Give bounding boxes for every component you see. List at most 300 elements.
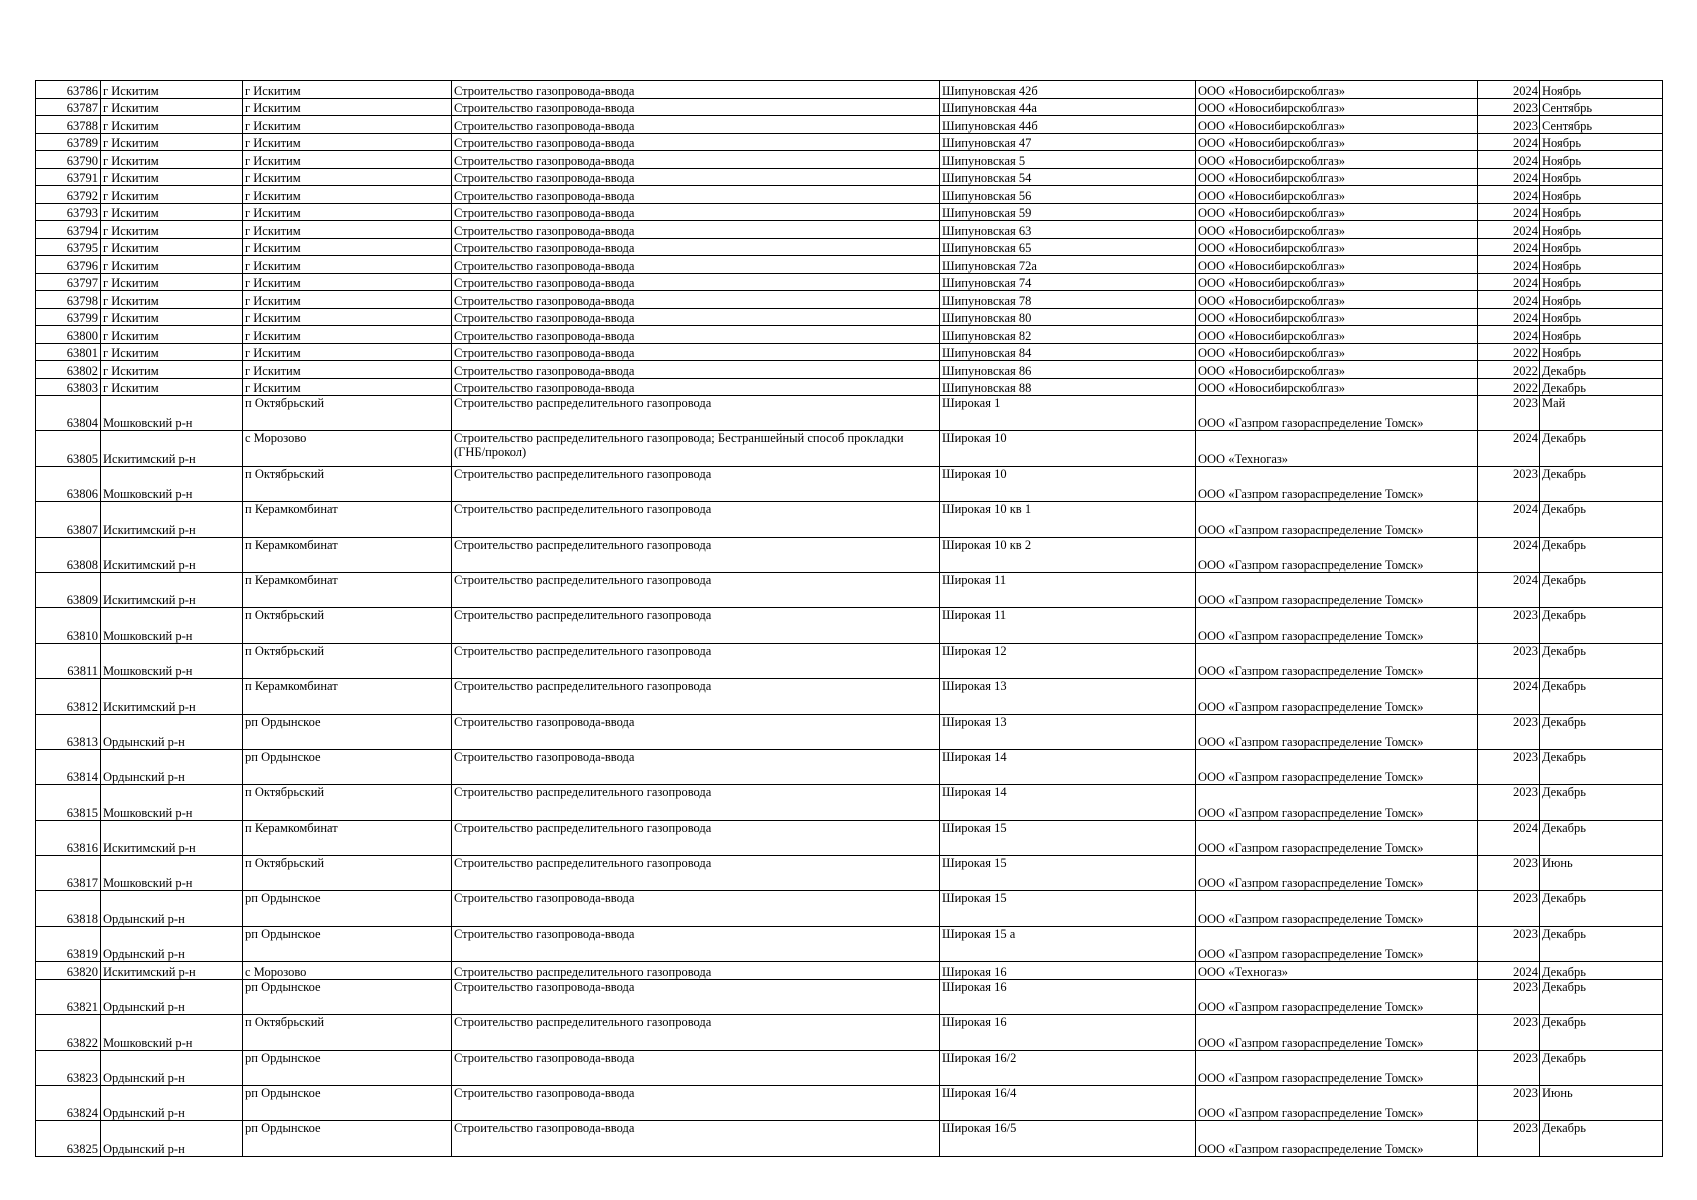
month-cell: Ноябрь <box>1540 203 1663 221</box>
month-cell: Ноябрь <box>1540 308 1663 326</box>
work-type-cell: Строительство газопровода-ввода <box>452 749 940 784</box>
work-type-cell: Строительство газопровода-ввода <box>452 979 940 1014</box>
row-number-cell: 63821 <box>36 979 101 1014</box>
settlement-cell: п Октябрьский <box>243 608 452 643</box>
organization-cell: ООО «Новосибирскоблгаз» <box>1196 291 1478 309</box>
address-cell: Широкая 10 <box>940 431 1196 466</box>
month-cell: Декабрь <box>1540 891 1663 926</box>
work-type-cell: Строительство распределительного газопровода <box>452 466 940 501</box>
settlement-cell: г Искитим <box>243 361 452 379</box>
month-cell: Декабрь <box>1540 572 1663 607</box>
organization-cell: ООО «Газпром газораспределение Томск» <box>1196 714 1478 749</box>
year-cell: 2024 <box>1478 203 1540 221</box>
settlement-cell: г Искитим <box>243 273 452 291</box>
table-row <box>36 466 1663 501</box>
year-cell: 2024 <box>1478 537 1540 572</box>
table-row <box>36 926 1663 961</box>
organization-cell: ООО «Новосибирскоблгаз» <box>1196 238 1478 256</box>
work-type-cell: Строительство газопровода-ввода <box>452 238 940 256</box>
month-cell: Ноябрь <box>1540 343 1663 361</box>
work-type-cell: Строительство распределительного газопровода <box>452 608 940 643</box>
year-cell: 2023 <box>1478 979 1540 1014</box>
address-cell: Широкая 16/2 <box>940 1050 1196 1085</box>
year-cell: 2023 <box>1478 116 1540 134</box>
district-cell: г Искитим <box>101 308 243 326</box>
table-row <box>36 785 1663 820</box>
work-type-cell: Строительство газопровода-ввода <box>452 1050 940 1085</box>
work-type-cell: Строительство газопровода-ввода <box>452 378 940 396</box>
month-cell: Декабрь <box>1540 361 1663 379</box>
year-cell: 2023 <box>1478 643 1540 678</box>
year-cell: 2024 <box>1478 431 1540 466</box>
row-number-cell: 63798 <box>36 291 101 309</box>
district-cell: г Искитим <box>101 256 243 274</box>
district-cell: г Искитим <box>101 116 243 134</box>
month-cell: Декабрь <box>1540 1015 1663 1050</box>
settlement-cell: г Искитим <box>243 256 452 274</box>
table-row <box>36 1121 1663 1156</box>
district-cell: Ордынский р-н <box>101 1050 243 1085</box>
work-type-cell: Строительство распределительного газопровода <box>452 396 940 431</box>
address-cell: Широкая 10 <box>940 466 1196 501</box>
address-cell: Шипуновская 72а <box>940 256 1196 274</box>
settlement-cell: с Морозово <box>243 431 452 466</box>
settlement-cell: п Октябрьский <box>243 643 452 678</box>
year-cell: 2024 <box>1478 820 1540 855</box>
row-number-cell: 63815 <box>36 785 101 820</box>
district-cell: г Искитим <box>101 81 243 99</box>
table-row <box>36 572 1663 607</box>
row-number-cell: 63819 <box>36 926 101 961</box>
year-cell: 2024 <box>1478 291 1540 309</box>
month-cell: Декабрь <box>1540 378 1663 396</box>
work-type-cell: Строительство распределительного газопровода <box>452 679 940 714</box>
settlement-cell: рп Ордынское <box>243 749 452 784</box>
year-cell: 2023 <box>1478 749 1540 784</box>
year-cell: 2024 <box>1478 962 1540 980</box>
month-cell: Декабрь <box>1540 502 1663 537</box>
organization-cell: ООО «Газпром газораспределение Томск» <box>1196 1050 1478 1085</box>
organization-cell: ООО «Новосибирскоблгаз» <box>1196 378 1478 396</box>
table-row <box>36 820 1663 855</box>
organization-cell: ООО «Газпром газораспределение Томск» <box>1196 608 1478 643</box>
organization-cell: ООО «Газпром газораспределение Томск» <box>1196 785 1478 820</box>
month-cell: Декабрь <box>1540 431 1663 466</box>
month-cell: Ноябрь <box>1540 291 1663 309</box>
address-cell: Широкая 11 <box>940 608 1196 643</box>
table-row <box>36 1085 1663 1120</box>
month-cell: Декабрь <box>1540 962 1663 980</box>
settlement-cell: рп Ордынское <box>243 1085 452 1120</box>
row-number-cell: 63816 <box>36 820 101 855</box>
address-cell: Широкая 12 <box>940 643 1196 678</box>
table-row <box>36 308 1663 326</box>
row-number-cell: 63789 <box>36 133 101 151</box>
row-number-cell: 63800 <box>36 326 101 344</box>
district-cell: Мошковский р-н <box>101 785 243 820</box>
table-row <box>36 133 1663 151</box>
table-row <box>36 643 1663 678</box>
work-type-cell: Строительство газопровода-ввода <box>452 308 940 326</box>
table-row <box>36 749 1663 784</box>
row-number-cell: 63813 <box>36 714 101 749</box>
settlement-cell: г Искитим <box>243 81 452 99</box>
table-row <box>36 378 1663 396</box>
row-number-cell: 63822 <box>36 1015 101 1050</box>
district-cell: г Искитим <box>101 186 243 204</box>
row-number-cell: 63820 <box>36 962 101 980</box>
organization-cell: ООО «Газпром газораспределение Томск» <box>1196 502 1478 537</box>
year-cell: 2024 <box>1478 168 1540 186</box>
district-cell: Искитимский р-н <box>101 537 243 572</box>
row-number-cell: 63808 <box>36 537 101 572</box>
year-cell: 2023 <box>1478 926 1540 961</box>
organization-cell: ООО «Новосибирскоблгаз» <box>1196 361 1478 379</box>
year-cell: 2024 <box>1478 186 1540 204</box>
month-cell: Декабрь <box>1540 926 1663 961</box>
organization-cell: ООО «Газпром газораспределение Томск» <box>1196 891 1478 926</box>
address-cell: Шипуновская 86 <box>940 361 1196 379</box>
organization-cell: ООО «Газпром газораспределение Томск» <box>1196 537 1478 572</box>
table-row <box>36 1050 1663 1085</box>
row-number-cell: 63791 <box>36 168 101 186</box>
month-cell: Декабрь <box>1540 979 1663 1014</box>
table-row <box>36 291 1663 309</box>
organization-cell: ООО «Новосибирскоблгаз» <box>1196 186 1478 204</box>
district-cell: Искитимский р-н <box>101 679 243 714</box>
settlement-cell: г Искитим <box>243 203 452 221</box>
district-cell: г Искитим <box>101 168 243 186</box>
row-number-cell: 63790 <box>36 151 101 169</box>
year-cell: 2024 <box>1478 238 1540 256</box>
row-number-cell: 63806 <box>36 466 101 501</box>
table-row <box>36 361 1663 379</box>
year-cell: 2024 <box>1478 273 1540 291</box>
address-cell: Шипуновская 44б <box>940 116 1196 134</box>
row-number-cell: 63818 <box>36 891 101 926</box>
year-cell: 2023 <box>1478 466 1540 501</box>
settlement-cell: г Искитим <box>243 238 452 256</box>
month-cell: Ноябрь <box>1540 273 1663 291</box>
address-cell: Широкая 14 <box>940 749 1196 784</box>
month-cell: Декабрь <box>1540 679 1663 714</box>
organization-cell: ООО «Газпром газораспределение Томск» <box>1196 643 1478 678</box>
table-row <box>36 537 1663 572</box>
district-cell: Мошковский р-н <box>101 608 243 643</box>
organization-cell: ООО «Газпром газораспределение Томск» <box>1196 926 1478 961</box>
settlement-cell: п Октябрьский <box>243 466 452 501</box>
district-cell: Ордынский р-н <box>101 926 243 961</box>
month-cell: Июнь <box>1540 856 1663 891</box>
table-body <box>36 81 1663 1157</box>
organization-cell: ООО «Новосибирскоблгаз» <box>1196 168 1478 186</box>
organization-cell: ООО «Техногаз» <box>1196 431 1478 466</box>
settlement-cell: п Октябрьский <box>243 785 452 820</box>
address-cell: Широкая 13 <box>940 679 1196 714</box>
work-type-cell: Строительство газопровода-ввода <box>452 1121 940 1156</box>
address-cell: Шипуновская 78 <box>940 291 1196 309</box>
work-type-cell: Строительство газопровода-ввода <box>452 343 940 361</box>
address-cell: Широкая 16/5 <box>940 1121 1196 1156</box>
settlement-cell: г Искитим <box>243 308 452 326</box>
address-cell: Шипуновская 5 <box>940 151 1196 169</box>
year-cell: 2023 <box>1478 1050 1540 1085</box>
row-number-cell: 63786 <box>36 81 101 99</box>
month-cell: Ноябрь <box>1540 221 1663 239</box>
row-number-cell: 63807 <box>36 502 101 537</box>
settlement-cell: п Керамкомбинат <box>243 502 452 537</box>
table-row <box>36 186 1663 204</box>
work-type-cell: Строительство газопровода-ввода <box>452 1085 940 1120</box>
month-cell: Декабрь <box>1540 820 1663 855</box>
settlement-cell: рп Ордынское <box>243 714 452 749</box>
settlement-cell: п Керамкомбинат <box>243 820 452 855</box>
month-cell: Сентябрь <box>1540 98 1663 116</box>
month-cell: Декабрь <box>1540 714 1663 749</box>
table-row <box>36 168 1663 186</box>
month-cell: Ноябрь <box>1540 133 1663 151</box>
table-row <box>36 608 1663 643</box>
address-cell: Широкая 16 <box>940 979 1196 1014</box>
address-cell: Широкая 14 <box>940 785 1196 820</box>
work-type-cell: Строительство распределительного газопровода; Бестраншейный способ прокладки (ГНБ/прокол) <box>452 431 940 466</box>
address-cell: Шипуновская 59 <box>940 203 1196 221</box>
year-cell: 2022 <box>1478 343 1540 361</box>
year-cell: 2024 <box>1478 308 1540 326</box>
organization-cell: ООО «Газпром газораспределение Томск» <box>1196 572 1478 607</box>
table-row <box>36 273 1663 291</box>
month-cell: Ноябрь <box>1540 326 1663 344</box>
settlement-cell: г Искитим <box>243 116 452 134</box>
organization-cell: ООО «Новосибирскоблгаз» <box>1196 203 1478 221</box>
year-cell: 2023 <box>1478 785 1540 820</box>
row-number-cell: 63802 <box>36 361 101 379</box>
address-cell: Шипуновская 44а <box>940 98 1196 116</box>
organization-cell: ООО «Газпром газораспределение Томск» <box>1196 1015 1478 1050</box>
address-cell: Широкая 13 <box>940 714 1196 749</box>
organization-cell: ООО «Газпром газораспределение Томск» <box>1196 856 1478 891</box>
address-cell: Шипуновская 80 <box>940 308 1196 326</box>
month-cell: Ноябрь <box>1540 238 1663 256</box>
settlement-cell: рп Ордынское <box>243 1121 452 1156</box>
work-type-cell: Строительство распределительного газопровода <box>452 856 940 891</box>
row-number-cell: 63794 <box>36 221 101 239</box>
settlement-cell: г Искитим <box>243 326 452 344</box>
district-cell: г Искитим <box>101 221 243 239</box>
address-cell: Шипуновская 47 <box>940 133 1196 151</box>
organization-cell: ООО «Новосибирскоблгаз» <box>1196 221 1478 239</box>
district-cell: Ордынский р-н <box>101 891 243 926</box>
year-cell: 2022 <box>1478 378 1540 396</box>
row-number-cell: 63795 <box>36 238 101 256</box>
row-number-cell: 63809 <box>36 572 101 607</box>
year-cell: 2024 <box>1478 326 1540 344</box>
district-cell: Ордынский р-н <box>101 1085 243 1120</box>
table-row <box>36 151 1663 169</box>
month-cell: Декабрь <box>1540 1121 1663 1156</box>
district-cell: г Искитим <box>101 273 243 291</box>
month-cell: Декабрь <box>1540 466 1663 501</box>
settlement-cell: п Октябрьский <box>243 396 452 431</box>
work-type-cell: Строительство газопровода-ввода <box>452 326 940 344</box>
row-number-cell: 63799 <box>36 308 101 326</box>
year-cell: 2023 <box>1478 1085 1540 1120</box>
work-type-cell: Строительство газопровода-ввода <box>452 891 940 926</box>
table-row <box>36 962 1663 980</box>
address-cell: Шипуновская 42б <box>940 81 1196 99</box>
address-cell: Широкая 16 <box>940 1015 1196 1050</box>
work-type-cell: Строительство газопровода-ввода <box>452 203 940 221</box>
row-number-cell: 63801 <box>36 343 101 361</box>
work-type-cell: Строительство распределительного газопровода <box>452 1015 940 1050</box>
organization-cell: ООО «Газпром газораспределение Томск» <box>1196 820 1478 855</box>
year-cell: 2024 <box>1478 256 1540 274</box>
district-cell: г Искитим <box>101 133 243 151</box>
organization-cell: ООО «Газпром газораспределение Томск» <box>1196 1121 1478 1156</box>
address-cell: Шипуновская 88 <box>940 378 1196 396</box>
year-cell: 2024 <box>1478 679 1540 714</box>
month-cell: Декабрь <box>1540 749 1663 784</box>
year-cell: 2023 <box>1478 714 1540 749</box>
organization-cell: ООО «Новосибирскоблгаз» <box>1196 151 1478 169</box>
district-cell: Искитимский р-н <box>101 962 243 980</box>
work-type-cell: Строительство газопровода-ввода <box>452 714 940 749</box>
settlement-cell: г Искитим <box>243 291 452 309</box>
year-cell: 2022 <box>1478 361 1540 379</box>
address-cell: Широкая 15 <box>940 856 1196 891</box>
table-row <box>36 343 1663 361</box>
settlement-cell: г Искитим <box>243 186 452 204</box>
row-number-cell: 63817 <box>36 856 101 891</box>
settlement-cell: г Искитим <box>243 168 452 186</box>
table-row <box>36 221 1663 239</box>
table-row <box>36 81 1663 99</box>
settlement-cell: п Керамкомбинат <box>243 572 452 607</box>
settlement-cell: п Октябрьский <box>243 856 452 891</box>
district-cell: Мошковский р-н <box>101 396 243 431</box>
work-type-cell: Строительство газопровода-ввода <box>452 291 940 309</box>
month-cell: Декабрь <box>1540 608 1663 643</box>
district-cell: г Искитим <box>101 378 243 396</box>
month-cell: Декабрь <box>1540 643 1663 678</box>
row-number-cell: 63811 <box>36 643 101 678</box>
district-cell: г Искитим <box>101 151 243 169</box>
settlement-cell: г Искитим <box>243 98 452 116</box>
address-cell: Широкая 11 <box>940 572 1196 607</box>
row-number-cell: 63804 <box>36 396 101 431</box>
settlement-cell: г Искитим <box>243 378 452 396</box>
district-cell: г Искитим <box>101 361 243 379</box>
settlement-cell: г Искитим <box>243 221 452 239</box>
work-type-cell: Строительство распределительного газопровода <box>452 785 940 820</box>
year-cell: 2023 <box>1478 396 1540 431</box>
address-cell: Шипуновская 54 <box>940 168 1196 186</box>
organization-cell: ООО «Газпром газораспределение Томск» <box>1196 466 1478 501</box>
month-cell: Декабрь <box>1540 537 1663 572</box>
row-number-cell: 63825 <box>36 1121 101 1156</box>
row-number-cell: 63803 <box>36 378 101 396</box>
address-cell: Шипуновская 65 <box>940 238 1196 256</box>
work-type-cell: Строительство газопровода-ввода <box>452 926 940 961</box>
settlement-cell: рп Ордынское <box>243 926 452 961</box>
table-row <box>36 256 1663 274</box>
district-cell: г Искитим <box>101 343 243 361</box>
work-type-cell: Строительство газопровода-ввода <box>452 81 940 99</box>
organization-cell: ООО «Новосибирскоблгаз» <box>1196 308 1478 326</box>
table-row <box>36 431 1663 466</box>
district-cell: Ордынский р-н <box>101 714 243 749</box>
month-cell: Июнь <box>1540 1085 1663 1120</box>
row-number-cell: 63792 <box>36 186 101 204</box>
year-cell: 2023 <box>1478 98 1540 116</box>
year-cell: 2024 <box>1478 81 1540 99</box>
organization-cell: ООО «Новосибирскоблгаз» <box>1196 133 1478 151</box>
organization-cell: ООО «Новосибирскоблгаз» <box>1196 256 1478 274</box>
district-cell: Ордынский р-н <box>101 749 243 784</box>
organization-cell: ООО «Новосибирскоблгаз» <box>1196 326 1478 344</box>
district-cell: Мошковский р-н <box>101 466 243 501</box>
work-type-cell: Строительство газопровода-ввода <box>452 98 940 116</box>
table-row <box>36 979 1663 1014</box>
settlement-cell: г Искитим <box>243 133 452 151</box>
district-cell: г Искитим <box>101 203 243 221</box>
organization-cell: ООО «Новосибирскоблгаз» <box>1196 273 1478 291</box>
table-row <box>36 116 1663 134</box>
table-row <box>36 98 1663 116</box>
year-cell: 2023 <box>1478 891 1540 926</box>
month-cell: Сентябрь <box>1540 116 1663 134</box>
year-cell: 2024 <box>1478 133 1540 151</box>
work-type-cell: Строительство газопровода-ввода <box>452 116 940 134</box>
work-type-cell: Строительство газопровода-ввода <box>452 361 940 379</box>
table-row <box>36 1015 1663 1050</box>
table-row <box>36 891 1663 926</box>
district-cell: Искитимский р-н <box>101 502 243 537</box>
district-cell: г Искитим <box>101 238 243 256</box>
address-cell: Шипуновская 74 <box>940 273 1196 291</box>
month-cell: Декабрь <box>1540 1050 1663 1085</box>
address-cell: Шипуновская 82 <box>940 326 1196 344</box>
month-cell: Ноябрь <box>1540 168 1663 186</box>
year-cell: 2024 <box>1478 221 1540 239</box>
district-cell: г Искитим <box>101 326 243 344</box>
organization-cell: ООО «Новосибирскоблгаз» <box>1196 98 1478 116</box>
district-cell: Мошковский р-н <box>101 1015 243 1050</box>
row-number-cell: 63824 <box>36 1085 101 1120</box>
month-cell: Ноябрь <box>1540 151 1663 169</box>
work-type-cell: Строительство распределительного газопровода <box>452 537 940 572</box>
month-cell: Ноябрь <box>1540 256 1663 274</box>
year-cell: 2024 <box>1478 572 1540 607</box>
table-row <box>36 396 1663 431</box>
year-cell: 2024 <box>1478 502 1540 537</box>
table-row <box>36 502 1663 537</box>
month-cell: Ноябрь <box>1540 81 1663 99</box>
district-cell: Ордынский р-н <box>101 1121 243 1156</box>
table-row <box>36 203 1663 221</box>
row-number-cell: 63823 <box>36 1050 101 1085</box>
organization-cell: ООО «Газпром газораспределение Томск» <box>1196 1085 1478 1120</box>
address-cell: Широкая 1 <box>940 396 1196 431</box>
address-cell: Широкая 15 <box>940 891 1196 926</box>
work-type-cell: Строительство распределительного газопровода <box>452 572 940 607</box>
address-cell: Широкая 15 а <box>940 926 1196 961</box>
year-cell: 2023 <box>1478 1121 1540 1156</box>
organization-cell: ООО «Техногаз» <box>1196 962 1478 980</box>
settlement-cell: п Керамкомбинат <box>243 537 452 572</box>
district-cell: г Искитим <box>101 291 243 309</box>
work-type-cell: Строительство газопровода-ввода <box>452 221 940 239</box>
